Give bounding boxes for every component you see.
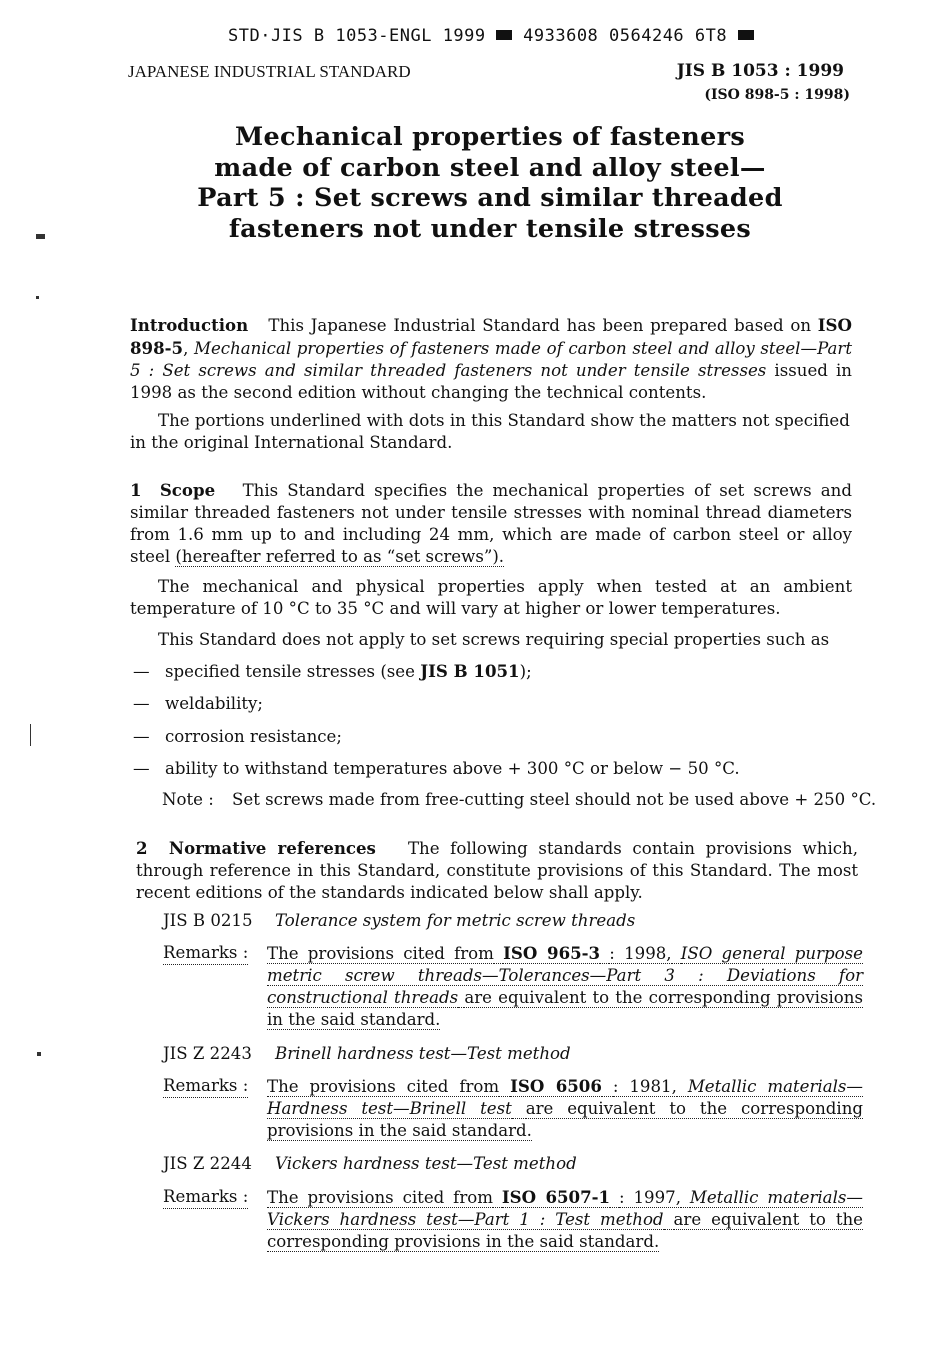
remarks-iso-ref: ISO 965-3 (503, 943, 601, 963)
stamp-block-mark (738, 30, 754, 40)
remarks-iso-title: Metallic materials—Hardness test—Brinell test (267, 1077, 863, 1118)
scan-mark (36, 296, 39, 299)
scope-exclusion-paragraph: This Standard does not apply to set screws requiring special properties such as (158, 630, 830, 649)
scan-mark (37, 1052, 41, 1056)
document-stamp (228, 26, 754, 46)
remarks-iso-ref: ISO 6506 (510, 1076, 602, 1096)
intro-heading: Introduction (130, 315, 249, 335)
list-item-end: ); (519, 662, 532, 681)
list-item-ref: JIS B 1051 (420, 661, 520, 681)
title-line: made of carbon steel and alloy steel— (214, 152, 766, 183)
remarks-label: Remarks : (163, 1186, 248, 1209)
intro-text: This Japanese Industrial Standard has been prepared based on (268, 316, 812, 335)
remarks-label: Remarks : (163, 942, 248, 965)
reference-remarks (163, 1075, 863, 1142)
remarks-iso-title: Metallic materials—Vickers hardness test—Part 1 : Test method (267, 1188, 863, 1229)
list-item-text: specified tensile stresses (see (165, 662, 415, 681)
remarks-text: The provisions cited from (267, 1188, 493, 1207)
list-item-text: corrosion resistance; (165, 727, 342, 746)
reference-line (163, 1044, 571, 1063)
scope-paragraph (130, 479, 852, 568)
norm-intro-text: The following standards contain provisions which, through reference in this Standard, constitute provisions of this Standard. The most recent editions of the standards indicated below shall apply. (136, 839, 859, 902)
title-line: Part 5 : Set screws and similar threaded (197, 183, 783, 213)
scope-number: 1 (130, 480, 142, 500)
remarks-text-end: are equivalent to the corresponding provisions in the said standard. (267, 1210, 863, 1251)
reference-line (163, 911, 635, 930)
note-label: Note : (162, 790, 214, 809)
remarks-text: The provisions cited from (267, 1077, 500, 1096)
list-item: — ability to withstand temperatures above + 300 °C or below − 50 °C. (133, 759, 740, 778)
title-line: Mechanical properties of fasteners (234, 122, 746, 152)
reference-code: JIS Z 2243 (163, 1044, 252, 1063)
title-line: fasteners not under tensile stresses (228, 213, 752, 244)
intro-iso-title: Mechanical properties of fasteners made of carbon steel and alloy steel—Part 5 : Set screws and similar threaded fasteners not under tensile stresses (130, 339, 852, 380)
scope-heading: Scope (159, 480, 216, 500)
document-title (150, 122, 830, 244)
intro-iso-ref: ISO 898-5 (130, 315, 852, 358)
list-item-text: ability to withstand temperatures above + 300 °C or below − 50 °C. (165, 759, 740, 778)
note-text: Set screws made from free-cutting steel should not be used above + 250 °C. (232, 790, 877, 809)
reference-title: Brinell hardness test—Test method (275, 1044, 571, 1063)
header-org: JAPANESE INDUSTRIAL STANDARD (128, 62, 411, 81)
remarks-iso-ref: ISO 6507-1 (501, 1187, 611, 1207)
remarks-year: : 1981, (612, 1077, 677, 1096)
intro-paragraph: Introduction This Japanese Industrial Standard has been prepared based on ISO 898-5, Mechanical properties of fasteners made of carbon steel and alloy steel—Part 5 : Set screws and similar threaded fasteners not under tensile stresses issued in 1998 as the second edition without changing the technical contents. (130, 315, 852, 402)
reference-line (163, 1154, 577, 1173)
header-iso-reference: (ISO 898-5 : 1998) (704, 87, 850, 103)
remarks-text: The provisions cited from (267, 944, 494, 963)
remarks-label: Remarks : (163, 1075, 248, 1098)
remarks-text-end: are equivalent to the corresponding provisions in the said standard. (267, 988, 863, 1029)
stamp-text: STD·JIS B 1053-ENGL 1999 (228, 26, 486, 46)
list-item: — weldability; (133, 694, 264, 713)
norm-heading: Normative references (168, 838, 376, 858)
header-standard-number: JIS B 1053 : 1999 (676, 61, 844, 81)
remarks-iso-title: ISO general purpose metric screw threads—Tolerances—Part 3 : Deviations for constructional threads (267, 944, 863, 1007)
remarks-year: : 1998, (609, 944, 672, 963)
stamp-block-mark (496, 30, 512, 40)
reference-title: Vickers hardness test—Test method (275, 1154, 577, 1173)
list-item: — corrosion resistance; (133, 727, 342, 746)
reference-title: Tolerance system for metric screw threads (275, 911, 636, 930)
reference-code: JIS B 0215 (163, 911, 253, 930)
scope-note (162, 790, 876, 809)
remarks-text-end: are equivalent to the corresponding provisions in the said standard. (267, 1099, 864, 1140)
reference-remarks (163, 942, 863, 1031)
scope-text: This Standard specifies the mechanical properties of set screws and similar threaded fasteners not under tensile stresses with nominal thread diameters from 1.6 mm up to and including 24 mm, which are made of carbon steel or alloy steel (130, 481, 852, 566)
reference-remarks (163, 1186, 863, 1253)
list-item: — specified tensile stresses (see JIS B 1051); (133, 661, 532, 681)
scope-dotted-text: (hereafter referred to as “set screws”). (175, 547, 505, 566)
reference-code: JIS Z 2244 (163, 1154, 252, 1173)
scope-temperature-paragraph: The mechanical and physical properties apply when tested at an ambient temperature of 10 °C to 35 °C and will vary at higher or lower temperatures. (130, 577, 852, 618)
scan-mark (30, 724, 31, 746)
stamp-number: 4933608 0564246 6T8 (523, 26, 728, 46)
normative-references-paragraph (136, 837, 858, 904)
norm-number: 2 (136, 838, 148, 858)
intro-text-end: issued in 1998 as the second edition without changing the technical contents. (130, 361, 852, 402)
remarks-year: : 1997, (618, 1188, 681, 1207)
list-item-text: weldability; (165, 694, 264, 713)
scan-mark (36, 234, 45, 239)
intro-note-paragraph: The portions underlined with dots in this Standard show the matters not specified in the original International Standard. (130, 411, 850, 452)
